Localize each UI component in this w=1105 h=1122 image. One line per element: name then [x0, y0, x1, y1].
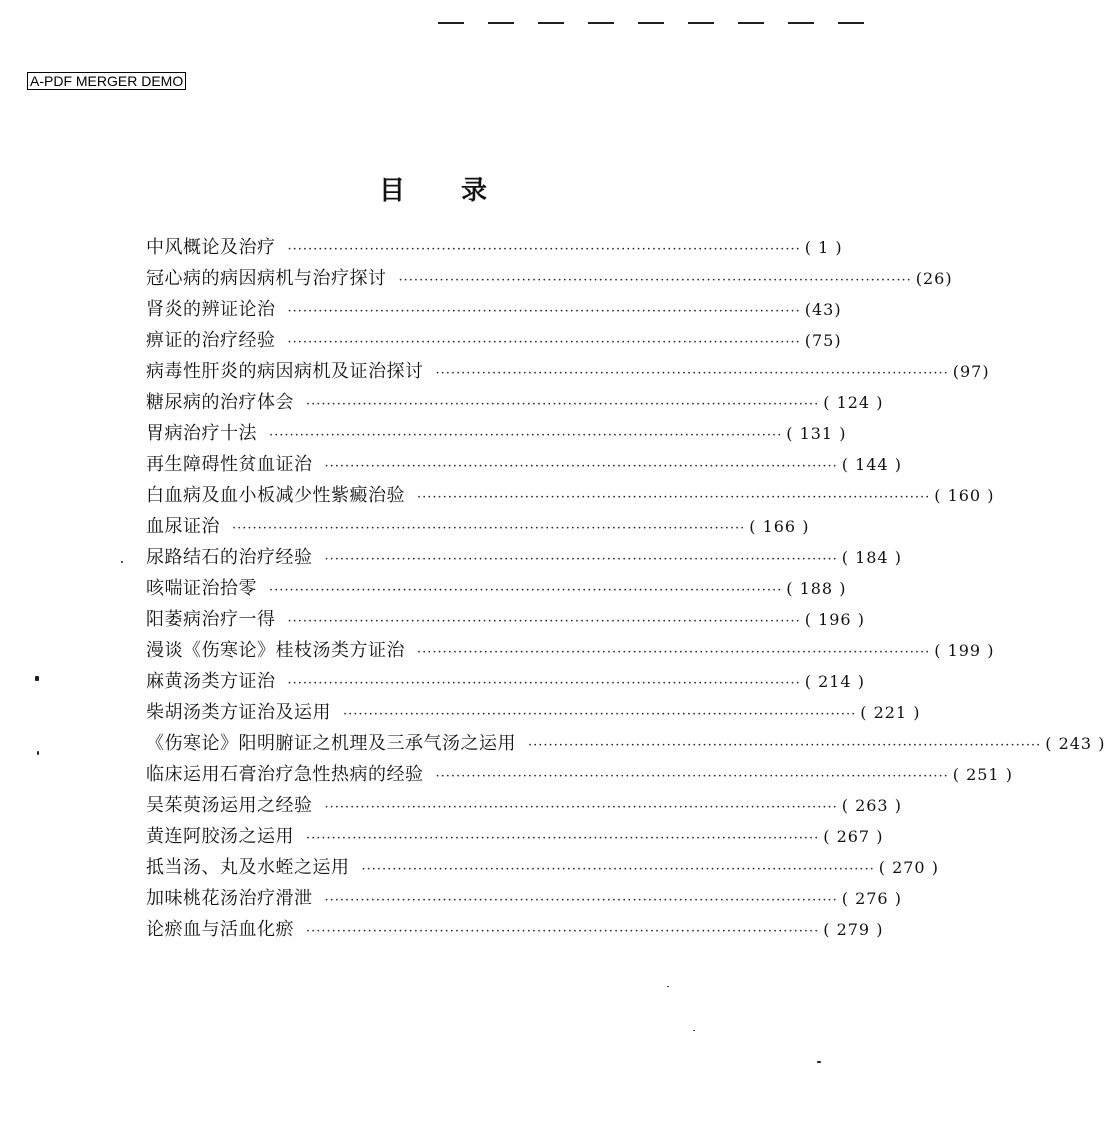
- scan-speck: [667, 986, 669, 987]
- toc-leader-dots: ····································································································: [528, 738, 1042, 753]
- dash-mark: [588, 22, 614, 24]
- toc-leader-dots: ····································································································: [306, 831, 820, 846]
- toc-entry-page: ( 279 ): [823, 920, 884, 939]
- toc-entry-title: 加味桃花汤治疗滑泄: [146, 888, 313, 909]
- toc-entry-page: ( 251 ): [952, 765, 1013, 784]
- dash-mark: [688, 22, 714, 24]
- toc-entry-title: 临床运用石膏治疗急性热病的经验: [146, 764, 424, 785]
- top-dashed-rule: [438, 22, 866, 26]
- dash-mark: [838, 22, 864, 24]
- toc-entry-page: ( 196 ): [804, 610, 865, 629]
- toc-leader-dots: ····································································································: [306, 924, 820, 939]
- toc-entry-title: 柴胡汤类方证治及运用: [146, 702, 331, 723]
- dash-mark: [538, 22, 564, 24]
- toc-entry-page: ( 188 ): [786, 579, 847, 598]
- page-title: 目录: [378, 176, 543, 206]
- toc-entry-title: 黄连阿胶汤之运用: [146, 826, 294, 847]
- toc-leader-dots: ····································································································: [269, 428, 783, 443]
- toc-entry-title: 血尿证治: [146, 516, 220, 537]
- toc-leader-dots: ····································································································: [287, 242, 801, 257]
- toc-leader-dots: ····································································································: [343, 707, 857, 722]
- toc-entry[interactable]: [146, 699, 921, 730]
- toc-leader-dots: ····································································································: [435, 769, 949, 784]
- scan-speck: [693, 1030, 695, 1031]
- toc-entry-page: ( 166 ): [749, 517, 810, 536]
- toc-entry[interactable]: [146, 296, 842, 327]
- toc-entry-page: ( 270 ): [878, 858, 939, 877]
- toc-leader-dots: ····································································································: [324, 552, 838, 567]
- toc-entry-title: 漫谈《伤寒论》桂枝汤类方证治: [146, 640, 405, 661]
- scan-speck: [35, 676, 39, 681]
- scan-speck: [37, 751, 39, 755]
- toc-entry-page: ( 144 ): [841, 455, 902, 474]
- toc-entry[interactable]: [146, 885, 902, 916]
- toc-entry-page: ( 1 ): [804, 238, 843, 257]
- toc-leader-dots: ····································································································: [287, 304, 801, 319]
- toc-entry[interactable]: [146, 730, 1105, 761]
- dash-mark: [638, 22, 664, 24]
- toc-entry[interactable]: [146, 668, 865, 699]
- toc-leader-dots: ····································································································: [324, 459, 838, 474]
- dash-mark: [738, 22, 764, 24]
- toc-entry-title: 再生障碍性贫血证治: [146, 454, 313, 475]
- toc-entry[interactable]: [146, 761, 1013, 792]
- toc-entry[interactable]: [146, 792, 902, 823]
- dash-mark: [488, 22, 514, 24]
- toc-leader-dots: ····································································································: [287, 614, 801, 629]
- toc-leader-dots: ····································································································: [435, 366, 949, 381]
- toc-entry-title: 阳萎病治疗一得: [146, 609, 276, 630]
- toc-leader-dots: ····································································································: [417, 645, 931, 660]
- scan-speck: [817, 1061, 821, 1063]
- toc-entry-page: (26): [915, 269, 953, 288]
- toc-leader-dots: ····································································································: [417, 490, 931, 505]
- toc-entry[interactable]: [146, 916, 884, 947]
- toc-entry-title: 病毒性肝炎的病因病机及证治探讨: [146, 361, 424, 382]
- table-of-contents: [146, 234, 1105, 947]
- toc-entry-page: (97): [952, 362, 990, 381]
- toc-entry-title: 痹证的治疗经验: [146, 330, 276, 351]
- toc-leader-dots: ····································································································: [398, 273, 912, 288]
- toc-entry-title: 糖尿病的治疗体会: [146, 392, 294, 413]
- toc-entry[interactable]: [146, 575, 847, 606]
- toc-entry-page: ( 276 ): [841, 889, 902, 908]
- toc-entry-page: ( 184 ): [841, 548, 902, 567]
- toc-entry-title: 抵当汤、丸及水蛭之运用: [146, 857, 350, 878]
- toc-entry[interactable]: [146, 513, 810, 544]
- toc-entry-title: 吴茱萸汤运用之经验: [146, 795, 313, 816]
- dash-mark: [788, 22, 814, 24]
- toc-entry-page: ( 199 ): [934, 641, 995, 660]
- toc-entry[interactable]: [146, 265, 953, 296]
- toc-entry-title: 冠心病的病因病机与治疗探讨: [146, 268, 387, 289]
- toc-entry[interactable]: [146, 358, 990, 389]
- toc-entry-page: ( 263 ): [841, 796, 902, 815]
- toc-entry[interactable]: [146, 234, 843, 265]
- toc-entry-title: 麻黄汤类方证治: [146, 671, 276, 692]
- toc-entry-page: (75): [804, 331, 842, 350]
- toc-leader-dots: ····································································································: [361, 862, 875, 877]
- toc-leader-dots: ····································································································: [306, 397, 820, 412]
- toc-entry-title: 胃病治疗十法: [146, 423, 257, 444]
- toc-entry[interactable]: [146, 637, 995, 668]
- toc-entry-title: 尿路结石的治疗经验: [146, 547, 313, 568]
- scan-speck: [121, 561, 123, 563]
- toc-leader-dots: ····································································································: [324, 800, 838, 815]
- toc-entry[interactable]: [146, 420, 847, 451]
- pdf-merger-watermark: A-PDF MERGER DEMO: [27, 72, 186, 90]
- toc-leader-dots: ····································································································: [287, 676, 801, 691]
- toc-entry[interactable]: [146, 389, 884, 420]
- toc-entry-page: ( 160 ): [934, 486, 995, 505]
- toc-entry[interactable]: [146, 482, 995, 513]
- toc-entry-page: ( 267 ): [823, 827, 884, 846]
- toc-leader-dots: ····································································································: [269, 583, 783, 598]
- toc-entry-page: ( 221 ): [860, 703, 921, 722]
- toc-entry-title: 中风概论及治疗: [146, 237, 276, 258]
- toc-entry-page: ( 124 ): [823, 393, 884, 412]
- toc-leader-dots: ····································································································: [232, 521, 746, 536]
- toc-entry[interactable]: [146, 327, 842, 358]
- toc-entry-page: ( 243 ): [1045, 734, 1105, 753]
- toc-entry-page: (43): [804, 300, 842, 319]
- toc-entry-title: 白血病及血小板减少性紫癜治验: [146, 485, 405, 506]
- toc-entry[interactable]: [146, 451, 902, 482]
- dash-mark: [438, 22, 464, 24]
- toc-entry[interactable]: [146, 606, 865, 637]
- toc-entry-title: 论瘀血与活血化瘀: [146, 919, 294, 940]
- toc-entry-title: 《伤寒论》阳明腑证之机理及三承气汤之运用: [146, 733, 516, 754]
- toc-leader-dots: ····································································································: [324, 893, 838, 908]
- toc-entry[interactable]: [146, 823, 884, 854]
- toc-leader-dots: ····································································································: [287, 335, 801, 350]
- toc-entry[interactable]: [146, 854, 939, 885]
- toc-entry-page: ( 131 ): [786, 424, 847, 443]
- toc-entry-page: ( 214 ): [804, 672, 865, 691]
- toc-entry-title: 肾炎的辨证论治: [146, 299, 276, 320]
- toc-entry[interactable]: [146, 544, 902, 575]
- toc-entry-title: 咳喘证治拾零: [146, 578, 257, 599]
